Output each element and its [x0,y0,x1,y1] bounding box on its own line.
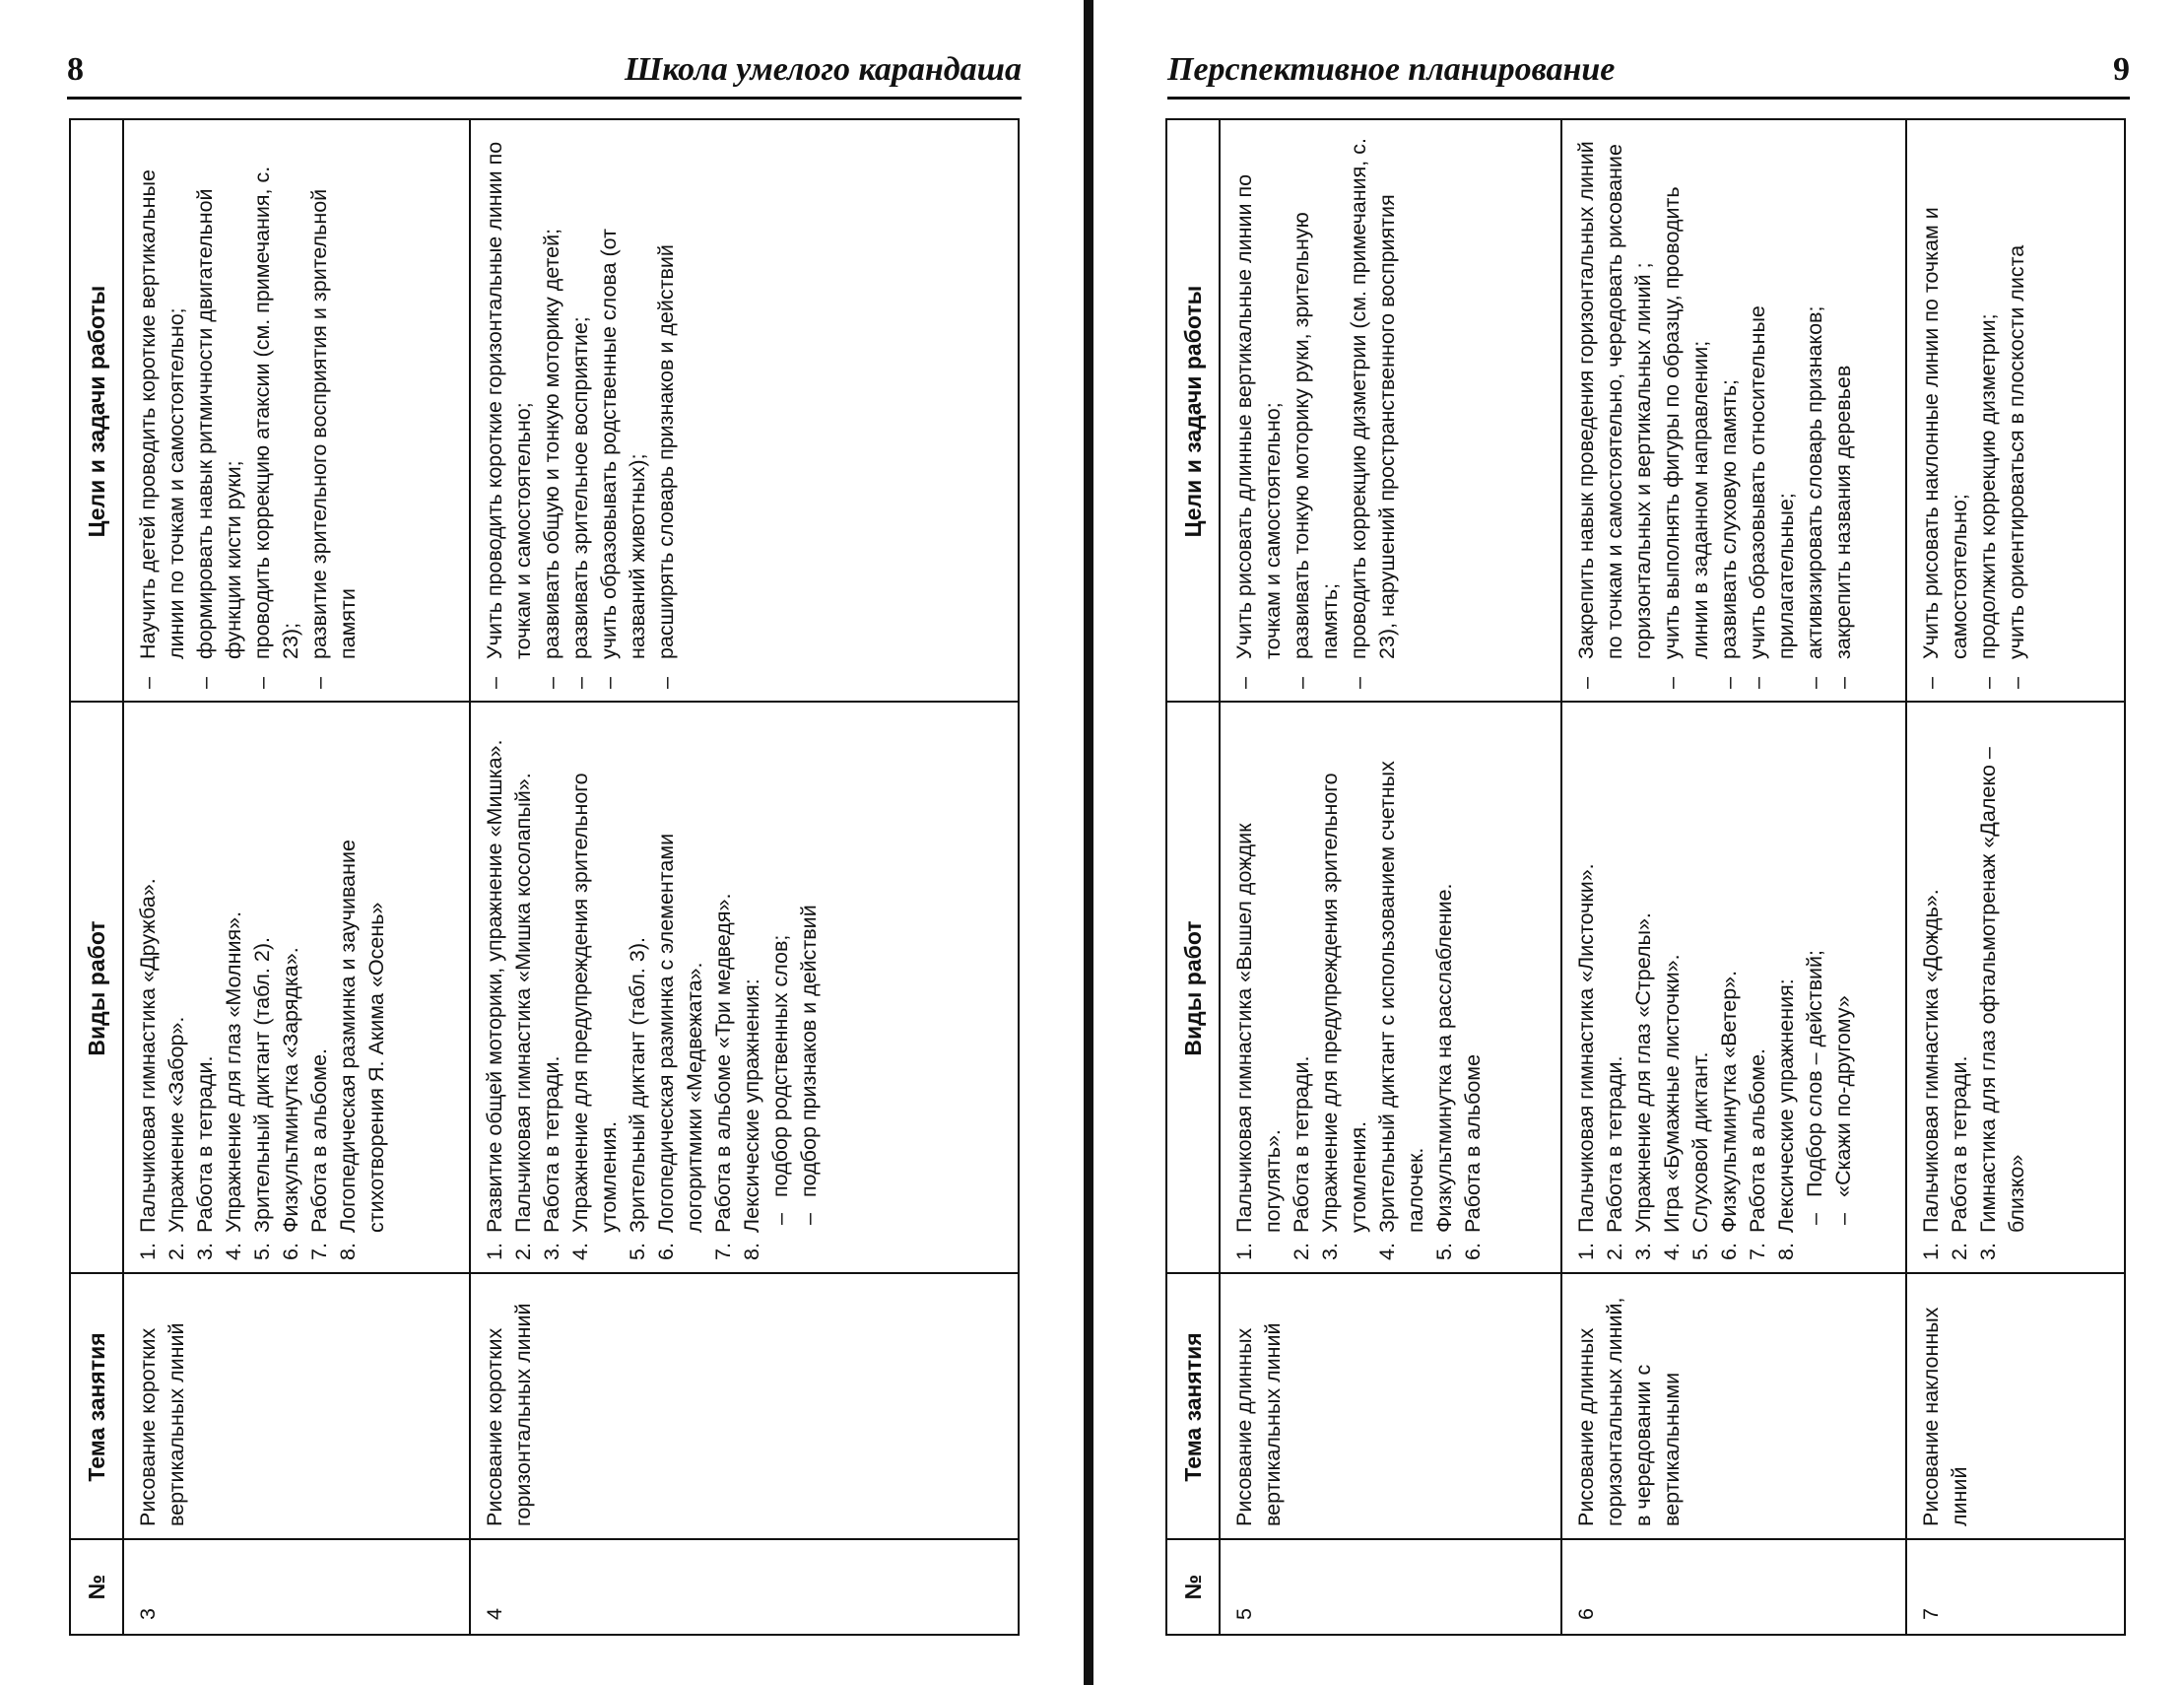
work-types [1907,703,2124,1274]
goals [1907,120,2124,703]
col-header-goals: Цели и задачи работы [71,120,124,703]
list-item: 3. Работа в тетради. [540,1055,563,1260]
list-item: 5. Зрительный диктант (табл. 2). [250,937,274,1260]
row-number: 6 [1574,1608,1598,1620]
list-item: 6. Логопедическая разминка с элементами логоритмики «Медвежата». [654,833,706,1260]
list-item: 6. Физкультминутка «Ветер». [1717,970,1741,1260]
list-item: – проводить коррекцию дизметрии (см. примечания, с. 23), нарушений пространственного восприятия [1347,138,1399,689]
work-types [1221,703,1560,1274]
list-item: 2. Работа в тетради. [1603,1055,1626,1260]
lesson-theme: Рисование длинных горизонтальных линий, в чередовании с вертикальными [1574,1297,1684,1526]
table-row [124,120,469,1634]
list-item: – развивать слуховую память; [1717,378,1741,689]
list-item: 3. Гимнастика для глаз офтальмотренаж «Далеко – близко» [1976,747,2028,1260]
list-item: 4. Упражнение для глаз «Молния». [222,910,245,1260]
list-item: 7. Работа в альбоме «Три медведя». [711,893,735,1260]
list-item: – Закрепить навык проведения горизонтальных линий по точкам и самостоятельно, чередовать рисование горизонтальных и вертикальных линий ; [1574,141,1655,689]
table-row [1905,120,2124,1634]
list-item: – развивать тонкую моторику руки, зрительную память; [1290,212,1342,689]
list-item: 1. Пальчиковая гимнастика «Дружба». [136,878,160,1260]
list-item: 1. Пальчиковая гимнастика «Дождь». [1919,889,1943,1260]
list-item: 2. Работа в тетради. [1948,1055,1971,1260]
col-header-theme: Тема занятия [1167,1274,1221,1540]
list-item: 2. Пальчиковая гимнастика «Мишка косолапый». [511,773,535,1260]
list-item: – Учить рисовать наклонные линии по точкам и самостоятельно; [1919,207,1971,689]
list-item: – Учить проводить короткие горизонтальные линии по точкам и самостоятельно; [483,141,535,689]
list-item: 3. Упражнение для предупреждения зрительного утомления. [1318,773,1370,1260]
header-rule [1167,97,2130,100]
sub-item: – подбор родственных слов; [768,934,792,1225]
list-item: 6. Работа в альбоме [1461,1053,1485,1260]
col-header-works: Виды работ [1167,703,1221,1274]
list-item: 5. Физкультминутка на расслабление. [1432,883,1456,1260]
row-number: 3 [136,1608,160,1620]
sub-item: – Подбор слов – действий; [1803,949,1826,1225]
list-item: – проводить коррекцию атаксии (см. примечания, с. 23); [250,166,302,689]
list-item: 4. Зрительный диктант с использованием счетных палочек. [1375,761,1427,1260]
row-number: 4 [483,1608,506,1620]
list-item: 7. Работа в альбоме. [307,1047,331,1260]
lesson-theme: Рисование коротких горизонтальных линий [483,1303,535,1526]
row-number: 5 [1232,1608,1256,1620]
list-item: 5. Слуховой диктант. [1688,1051,1712,1260]
lesson-theme: Рисование наклонных линий [1919,1307,1971,1526]
col-header-num: № [71,1540,124,1634]
list-item: – учить образовывать родственные слова (от названий животных); [597,228,649,689]
list-item: 3. Упражнение для глаз «Стрелы». [1631,912,1655,1260]
list-item: – учить выполнять фигуры по образцу, проводить линии в заданном направлении; [1660,186,1712,689]
left-running-head: Школа умелого карандаша [624,51,1022,88]
list-item: 4. Упражнение для предупреждения зрительного утомления. [568,773,621,1260]
left-page [0,0,1084,1685]
header-rule [67,97,1022,100]
work-types [1562,703,1907,1274]
list-item: 8. Логопедическая разминка и заучивание стихотворения Я. Акима «Осень» [336,840,388,1260]
list-item: 4. Игра «Бумажные листочки». [1660,954,1684,1260]
col-header-num: № [1167,1540,1221,1634]
list-item: – продолжить коррекцию дизметрии; [1976,313,2000,689]
list-item: – Научить детей проводить короткие вертикальные линии по точкам и самостоятельно; [136,169,188,689]
left-page-number: 8 [67,51,84,88]
list-item: – расширять словарь признаков и действий [654,244,678,689]
work-types [471,703,1018,1274]
col-header-theme: Тема занятия [71,1274,124,1540]
list-item: 8. Лексические упражнения: [740,978,763,1260]
goals [1562,120,1907,703]
lesson-plan-table-left [69,118,1020,1636]
right-page-number: 9 [2113,51,2130,88]
list-item: – развивать общую и тонкую моторику детей; [540,228,563,689]
list-item: – закрепить названия деревьев [1831,365,1855,689]
goals [1221,120,1560,703]
list-item: 5. Зрительный диктант (табл. 3). [626,937,649,1260]
list-item: 2. Упражнение «Забор». [165,1016,188,1260]
table-row [1560,120,1907,1634]
list-item: 7. Работа в альбоме. [1746,1047,1769,1260]
list-item: 6. Физкультминутка «Зарядка». [279,947,302,1260]
right-running-head: Перспективное планирование [1167,51,1616,88]
lesson-theme: Рисование коротких вертикальных линий [136,1322,188,1526]
work-types [124,703,469,1274]
list-item: 1. Пальчиковая гимнастика «Листочки». [1574,863,1598,1260]
sub-item: – «Скажи по-другому» [1831,995,1855,1225]
list-item: – развитие зрительного восприятия и зрительной памяти [307,188,360,689]
lesson-plan-table-right [1165,118,2126,1636]
list-item: 1. Развитие общей моторики, упражнение «Мишка». [483,739,506,1260]
list-item: 2. Работа в тетради. [1290,1055,1313,1260]
list-item: – учить ориентироваться в плоскости листа [2005,244,2028,689]
lesson-theme: Рисование длинных вертикальных линий [1232,1322,1285,1526]
goals [471,120,1018,703]
list-item: 8. Лексические упражнения: [1774,978,1798,1260]
col-header-works: Виды работ [71,703,124,1274]
list-item: – формировать навык ритмичности двигательной функции кисти руки; [193,188,245,689]
book-spine [1084,0,1093,1685]
list-item: – активизировать словарь признаков; [1803,305,1826,689]
list-item: – развивать зрительное восприятие; [568,316,592,689]
row-number: 7 [1919,1608,1943,1620]
list-item: – учить образовывать относительные прилагательные; [1746,305,1798,689]
table-row [1221,120,1560,1634]
sub-item: – подбор признаков и действий [797,905,821,1225]
col-header-goals: Цели и задачи работы [1167,120,1221,703]
list-item: 1. Пальчиковая гимнастика «Вышел дождик погулять». [1232,823,1285,1260]
list-item: 3. Работа в тетради. [193,1055,217,1260]
goals [124,120,469,703]
table-row [469,120,1018,1634]
list-item: – Учить рисовать длинные вертикальные линии по точкам и самостоятельно; [1232,173,1285,689]
